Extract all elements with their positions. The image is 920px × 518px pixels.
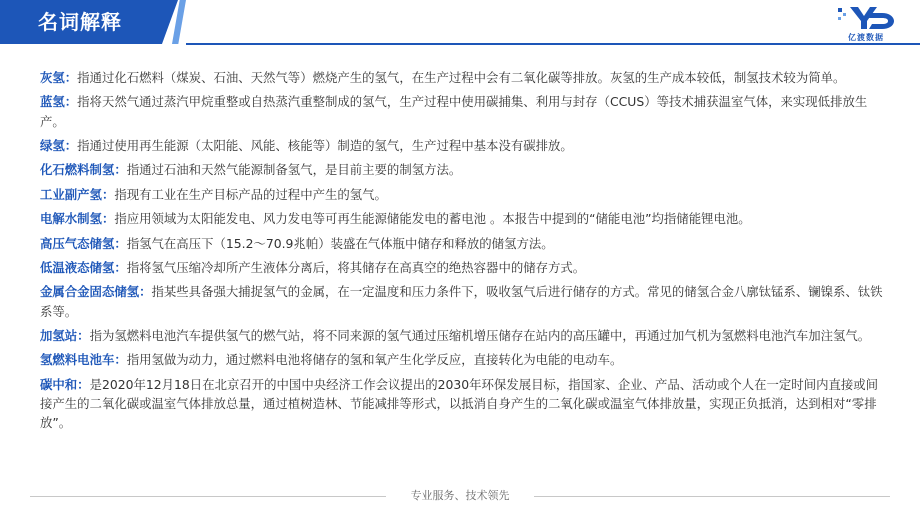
footer-slogan: 专业服务、技术领先 bbox=[410, 489, 510, 502]
glossary-definition: 指将天然气通过蒸汽甲烷重整或自热蒸汽重整制成的氢气，生产过程中使用碳捕集、利用与封存（CCUS）等技术捕获温室气体，来实现低排放生产。 bbox=[40, 94, 868, 129]
glossary-definition: 指为氢燃料电池汽车提供氢气的燃气站，将不同来源的氢气通过压缩机增压储存在站内的高压罐中，再通过加气机为氢燃料电池汽车加注氢气。 bbox=[89, 327, 871, 343]
logo-text: 亿渡数据 bbox=[848, 33, 884, 42]
glossary-item bbox=[40, 375, 885, 433]
glossary-definition: 指现有工业在生产目标产品的过程中产生的氢气。 bbox=[114, 186, 387, 202]
footer-divider-left bbox=[30, 496, 386, 497]
glossary-item bbox=[40, 92, 885, 130]
glossary-term: 金属合金固态储氢： bbox=[40, 284, 152, 300]
glossary-term: 加氢站： bbox=[40, 327, 90, 343]
glossary-item bbox=[40, 136, 885, 155]
glossary-item bbox=[40, 160, 885, 179]
glossary-term: 电解水制氢： bbox=[40, 211, 115, 227]
glossary-item bbox=[40, 234, 885, 253]
glossary-item bbox=[40, 350, 885, 369]
glossary-item bbox=[40, 185, 885, 204]
glossary-definition: 指某些具备强大捕捉氢气的金属，在一定温度和压力条件下，吸收氢气后进行储存的方式。常见的储氢合金八廓钛锰系、镧镍系、钛铁系等。 bbox=[40, 284, 883, 319]
glossary-term: 高压气态储氢： bbox=[40, 235, 127, 251]
glossary-term: 灰氢： bbox=[40, 70, 78, 85]
glossary-definition: 指用氢做为动力，通过燃料电池将储存的氢和氧产生化学反应，直接转化为电能的电动车。 bbox=[126, 352, 623, 368]
glossary-definition: 指通过化石燃料（煤炭、石油、天然气等）燃烧产生的氢气，在生产过程中会有二氧化碳等排放。灰氢的生产成本较低，制氢技术较为简单。 bbox=[77, 70, 846, 85]
page-title: 名词解释 bbox=[38, 10, 122, 34]
glossary-definition: 指氢气在高压下（15.2～70.9兆帕）装盛在气体瓶中储存和释放的储氢方法。 bbox=[126, 235, 554, 251]
header bbox=[0, 0, 920, 44]
glossary-term: 化石燃料制氢： bbox=[40, 162, 127, 178]
header-divider bbox=[186, 43, 920, 45]
glossary-definition: 指通过使用再生能源（太阳能、风能、核能等）制造的氢气，生产过程中基本没有碳排放。 bbox=[77, 137, 573, 153]
glossary-term: 工业副产氢： bbox=[40, 186, 115, 202]
glossary-definition: 是2020年12月18日在北京召开的中国中央经济工作会议提出的2030年环保发展目标，指国家、企业、产品、活动或个人在一定时间内直接或间接产生的二氧化碳或温室气体排放总量，通过植树造林、节能减排等形式，以抵消自身产生的二氧化碳或温室气体排放量，实现正负抵消，达到相对“零排放”。 bbox=[40, 376, 879, 431]
glossary-item bbox=[40, 209, 885, 228]
glossary-term: 碳中和： bbox=[40, 376, 90, 392]
glossary-definition: 指将氢气压缩冷却所产生液体分离后，将其储存在高真空的绝热容器中的储存方式。 bbox=[126, 259, 586, 275]
glossary-list bbox=[40, 68, 885, 438]
glossary-item bbox=[40, 258, 885, 277]
glossary-definition: 指通过石油和天然气能源制备氢气，是目前主要的制氢方法。 bbox=[126, 162, 462, 178]
glossary-item bbox=[40, 282, 885, 320]
glossary-term: 绿氢： bbox=[40, 137, 78, 153]
glossary-definition: 指应用领域为太阳能发电、风力发电等可再生能源储能发电的蓄电池 。本报告中提到的“储能电池”均指储能锂电池。 bbox=[114, 211, 751, 227]
footer-divider-right bbox=[534, 496, 890, 497]
glossary-term: 低温液态储氢： bbox=[40, 259, 127, 275]
glossary-term: 蓝氢： bbox=[40, 94, 78, 110]
company-logo bbox=[836, 4, 896, 42]
glossary-term: 氢燃料电池车： bbox=[40, 352, 127, 368]
glossary-item bbox=[40, 68, 885, 87]
glossary-item bbox=[40, 326, 885, 345]
yd-logo-icon bbox=[836, 4, 896, 32]
